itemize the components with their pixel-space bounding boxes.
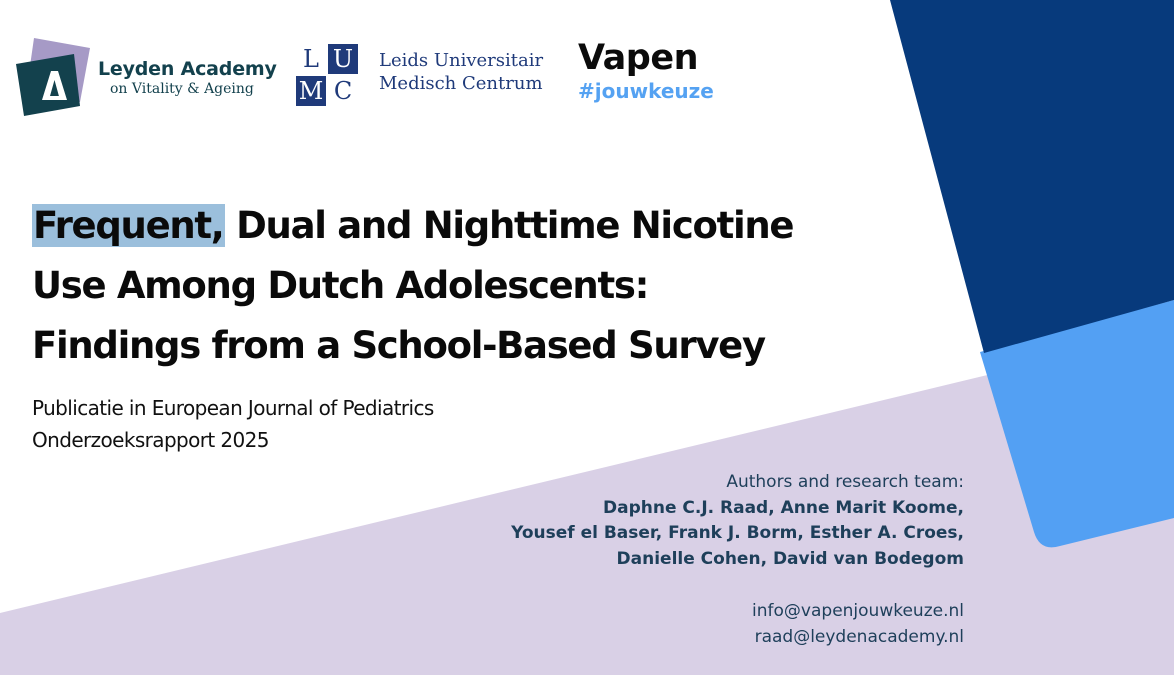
title-line-3: Findings from a School-Based Survey	[32, 324, 765, 367]
navy-shape	[890, 0, 1174, 353]
authors-line: Danielle Cohen, David van Bodegom	[616, 548, 964, 569]
authors-block	[511, 470, 964, 572]
authors-names	[511, 496, 964, 573]
title-line-1	[32, 196, 892, 256]
title-highlight: Frequent,	[33, 204, 224, 247]
lumc-letter-l: L	[296, 44, 326, 74]
lumc-letter-c: C	[328, 76, 358, 106]
email-raad[interactable]: raad@leydenacademy.nl	[754, 627, 964, 647]
lumc-mark	[296, 44, 358, 106]
lumc-name	[379, 49, 543, 95]
contact-emails	[752, 598, 964, 650]
lumc-name-line1: Leids Universitair	[379, 50, 544, 71]
lumc-logo	[296, 44, 566, 108]
report-subtitle	[32, 392, 434, 456]
email-info[interactable]: info@vapenjouwkeuze.nl	[752, 601, 964, 621]
vapen-hashtag: #jouwkeuze	[578, 79, 714, 103]
lumc-letter-u: U	[328, 44, 358, 74]
leyden-name: Leyden Academy	[98, 58, 277, 80]
authors-line: Daphne C.J. Raad, Anne Marit Koome,	[602, 497, 964, 518]
leyden-academy-logo	[14, 36, 284, 118]
lumc-name-line2: Medisch Centrum	[379, 73, 543, 94]
title-line-2: Use Among Dutch Adolescents:	[32, 264, 649, 307]
vapen-title: Vapen	[578, 38, 698, 78]
publication-line: Publicatie in European Journal of Pediatrics	[32, 396, 434, 420]
lumc-letter-m: M	[296, 76, 326, 106]
report-title	[32, 196, 892, 376]
report-year-line: Onderzoeksrapport 2025	[32, 428, 269, 452]
authors-heading: Authors and research team:	[726, 472, 964, 492]
leyden-subtitle: on Vitality & Ageing	[110, 81, 254, 97]
authors-line: Yousef el Baser, Frank J. Borm, Esther A. Croes,	[511, 523, 964, 543]
leyden-a-icon	[14, 36, 94, 118]
title-line-1-rest: Dual and Nighttime Nicotine	[224, 204, 794, 247]
vapen-logo	[578, 36, 714, 104]
